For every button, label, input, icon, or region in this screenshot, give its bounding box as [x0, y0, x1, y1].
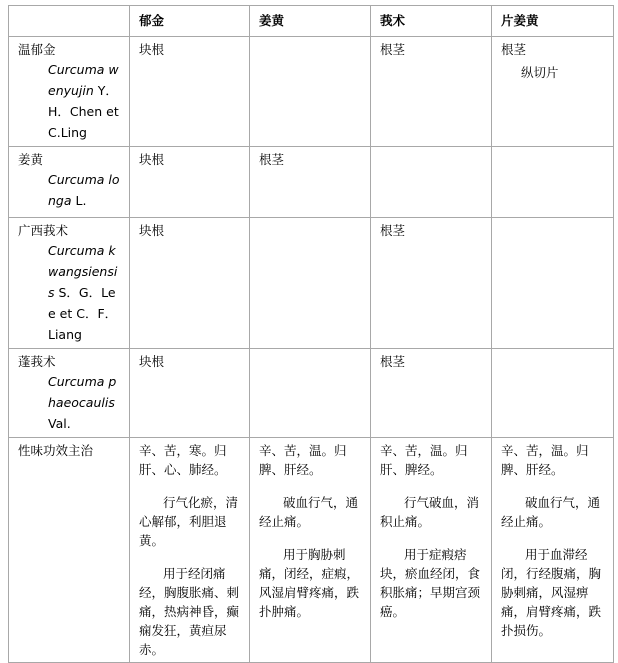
header-blank — [9, 6, 130, 37]
property-text: 辛、苦，温。归脾、肝经。 — [259, 443, 347, 477]
cell-pianjianghuang — [492, 147, 614, 218]
header-pianjianghuang: 片姜黄 — [492, 6, 614, 37]
table-row — [9, 349, 614, 438]
property-text: 辛、苦，温。归脾、肝经。 — [501, 443, 589, 477]
cell-pianjianghuang — [492, 349, 614, 438]
plant-cell — [9, 349, 130, 438]
plant-name: 广西莪术 — [18, 223, 69, 238]
properties-label: 性味功效主治 — [9, 438, 130, 663]
properties-jianghuang — [250, 438, 371, 663]
cell-ezhu: 根茎 — [371, 349, 492, 438]
plant-name: 蓬莪术 — [18, 354, 56, 369]
header-jianghuang: 姜黄 — [250, 6, 371, 37]
efficacy-text: 破血行气，通经止痛。 — [501, 495, 601, 529]
header-yujin: 郁金 — [130, 6, 250, 37]
cell-jianghuang — [250, 37, 371, 147]
header-row — [9, 6, 614, 37]
properties-pianjianghuang — [492, 438, 614, 663]
plant-name: 姜黄 — [18, 152, 44, 167]
cell-ezhu: 根茎 — [371, 37, 492, 147]
indication-text: 用于症瘕痞块，瘀血经闭，食积胀痛；早期宫颈癌。 — [380, 547, 481, 619]
property-text: 辛、苦，寒。归肝、心、肺经。 — [139, 443, 227, 477]
latin-name: Curcuma p haeocaulis Val. — [48, 374, 117, 431]
indication-text: 用于血滞经闭，行经腹痛，胸胁刺痛，风湿痹痛，肩臂疼痛，跌扑损伤。 — [501, 547, 602, 638]
plant-name: 温郁金 — [18, 42, 56, 57]
properties-yujin — [130, 438, 250, 663]
latin-name: Curcuma lo nga L. — [48, 172, 120, 208]
cell-yujin: 块根 — [130, 349, 250, 438]
latin-name: Curcuma w enyujin Y．H．Chen et C.Ling — [48, 62, 119, 140]
efficacy-text: 行气化瘀，清心解郁，利胆退黄。 — [139, 495, 239, 548]
table-row — [9, 218, 614, 349]
plant-cell — [9, 218, 130, 349]
cell-pianjianghuang — [492, 218, 614, 349]
efficacy-text: 破血行气，通经止痛。 — [259, 495, 359, 529]
table-row — [9, 37, 614, 147]
cell-yujin: 块根 — [130, 37, 250, 147]
cell-jianghuang — [250, 218, 371, 349]
properties-ezhu — [371, 438, 492, 663]
plant-cell — [9, 147, 130, 218]
indication-text: 用于胸胁刺痛，闭经，症瘕，风湿肩臂疼痛，跌扑肿痛。 — [259, 547, 360, 619]
cell-ezhu — [371, 147, 492, 218]
latin-name: Curcuma k wangsiensis S．G．Lee et C．F．Liang — [48, 243, 118, 342]
efficacy-text: 行气破血，消积止痛。 — [380, 495, 480, 529]
properties-row — [9, 438, 614, 663]
cell-pianjianghuang — [492, 37, 614, 147]
cell-yujin: 块根 — [130, 147, 250, 218]
cell-jianghuang — [250, 349, 371, 438]
note-text: 纵切片 — [521, 65, 559, 80]
cell-jianghuang: 根茎 — [250, 147, 371, 218]
cell-yujin: 块根 — [130, 218, 250, 349]
plant-cell — [9, 37, 130, 147]
table-row — [9, 147, 614, 218]
cell-ezhu: 根茎 — [371, 218, 492, 349]
header-ezhu: 莪术 — [371, 6, 492, 37]
herb-comparison-table — [8, 5, 614, 663]
property-text: 辛、苦，温。归肝、脾经。 — [380, 443, 468, 477]
indication-text: 用于经闭痛经，胸腹胀痛、刺痛，热病神昏，癫痫发狂，黄疸尿赤。 — [139, 566, 240, 657]
cell-text: 根茎 — [501, 42, 527, 57]
